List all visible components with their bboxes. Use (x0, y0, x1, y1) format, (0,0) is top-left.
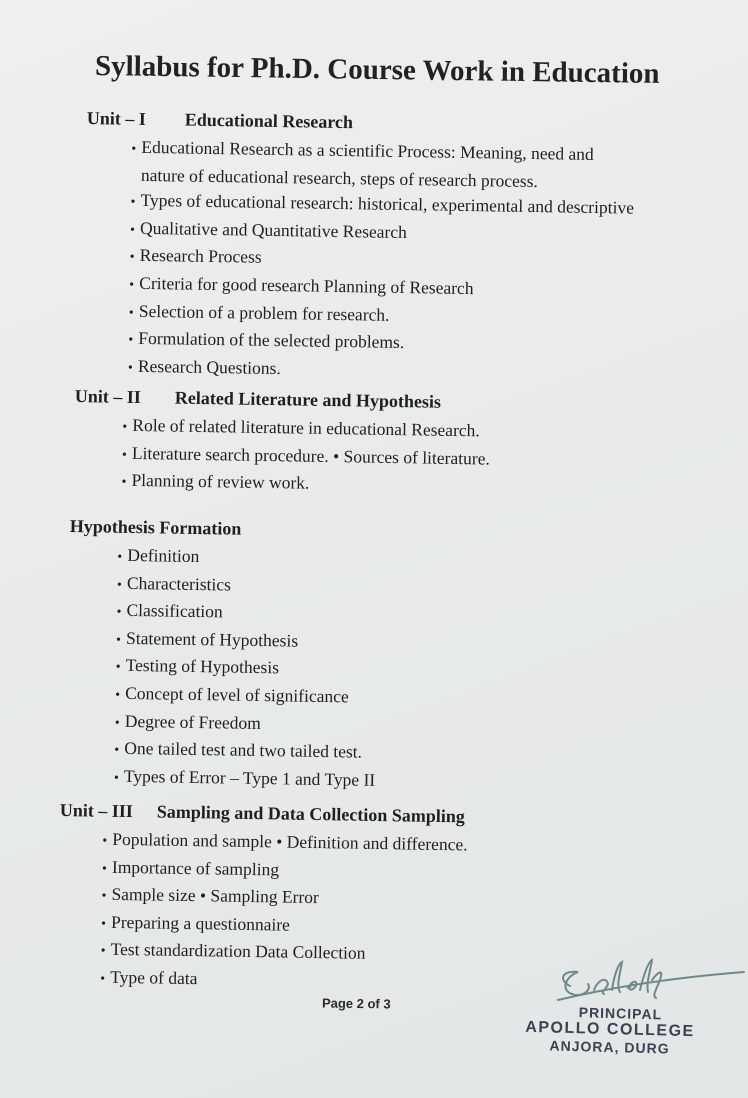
list-item: • Classification (116, 598, 378, 630)
list-item: • Preparing a questionnaire (101, 909, 467, 942)
list-item: • Literature search procedure. • Sources of literature. (121, 442, 490, 469)
bullet-icon: • (101, 861, 107, 877)
list-item: • Criteria for good research Planning of Research (129, 272, 474, 299)
section-unit-1 (83, 108, 636, 389)
topic-list (121, 413, 490, 502)
page-number: Page 2 of 3 (321, 995, 391, 1012)
bullet-icon: • (113, 770, 119, 786)
list-item: • Characteristics (117, 570, 379, 602)
bullet-icon: • (121, 447, 127, 463)
list-item: nature of educational research, steps of research process. (140, 164, 539, 191)
list-item: • Sample size • Sampling Error (101, 882, 467, 915)
stamp-college: APOLLO COLLEGE (525, 1018, 695, 1041)
list-item: • Planning of review work. (121, 468, 489, 501)
list-item: • Selection of a problem for research. (128, 300, 390, 325)
stamp-location: ANJORA, DURG (549, 1037, 670, 1057)
bullet-icon: • (101, 888, 107, 904)
bullet-icon: • (128, 305, 134, 321)
list-item: • Test standardization Data Collection (100, 939, 366, 964)
section-unit-3 (57, 800, 468, 998)
principal-stamp (519, 1003, 700, 1058)
section-hypothesis (66, 516, 380, 795)
list-item: • Types of educational research: historical, experimental and descriptive (130, 190, 635, 218)
bullet-icon: • (121, 474, 127, 491)
list-item: • Type of data (100, 965, 466, 998)
list-item: • Degree of Freedom (115, 708, 377, 740)
list-item: • Importance of sampling (102, 854, 468, 887)
stamp-title: PRINCIPAL (578, 1004, 663, 1023)
bullet-icon: • (129, 277, 135, 293)
bullet-icon: • (100, 971, 106, 987)
list-item: • Research Process (129, 243, 633, 278)
list-item: • Population and sample • Definition and difference. (102, 828, 468, 855)
topic-list (128, 135, 635, 389)
topic-list (114, 543, 379, 795)
unit-title: Educational Research (184, 109, 354, 133)
bullet-icon: • (116, 604, 122, 621)
bullet-icon: • (127, 360, 133, 376)
list-item: • Statement of Hypothesis (116, 626, 378, 658)
section-heading: Hypothesis Formation (69, 516, 242, 539)
list-item: • Formulation of the selected problems. (128, 327, 405, 353)
unit-title: Sampling and Data Collection Sampling (156, 801, 466, 827)
bullet-icon: • (102, 833, 108, 849)
unit-number: Unit – II (74, 386, 142, 408)
bullet-icon: • (114, 715, 120, 731)
bullet-icon: • (129, 250, 135, 266)
bullet-icon: • (100, 916, 107, 932)
list-item: • Concept of level of significance (115, 681, 377, 713)
page-title: Syllabus for Ph.D. Course Work in Education (94, 50, 660, 90)
signature-icon (548, 950, 748, 1010)
section-unit-2 (73, 386, 491, 501)
bullet-icon: • (114, 742, 120, 758)
bullet-icon: • (115, 687, 121, 703)
bullet-icon: • (129, 222, 136, 238)
list-item: • Role of related literature in educational Research. (122, 414, 480, 441)
list-item: • Definition (117, 543, 379, 575)
unit-title: Related Literature and Hypothesis (174, 387, 442, 412)
bullet-icon: • (130, 194, 136, 210)
bullet-icon: • (117, 549, 123, 565)
unit-number: Unit – I (86, 108, 147, 129)
list-item: • Types of Error – Type 1 and Type II (113, 765, 376, 790)
list-item: • Testing of Hypothesis (115, 653, 377, 685)
list-item: • Qualitative and Quantitative Research (129, 217, 408, 242)
bullet-icon: • (122, 419, 128, 435)
bullet-icon: • (100, 944, 106, 960)
bullet-icon: • (131, 141, 137, 157)
bullet-icon: • (115, 632, 122, 648)
list-item: • One tailed test and two tailed test. (114, 738, 363, 762)
list-item: • Educational Research as a scientific Process: Meaning, need and (131, 136, 594, 164)
bullet-icon: • (116, 577, 122, 593)
unit-number: Unit – III (59, 800, 134, 822)
bullet-icon: • (115, 660, 121, 676)
bullet-icon: • (128, 332, 134, 348)
topic-list (100, 827, 468, 998)
list-item: • Research Questions. (128, 353, 632, 388)
